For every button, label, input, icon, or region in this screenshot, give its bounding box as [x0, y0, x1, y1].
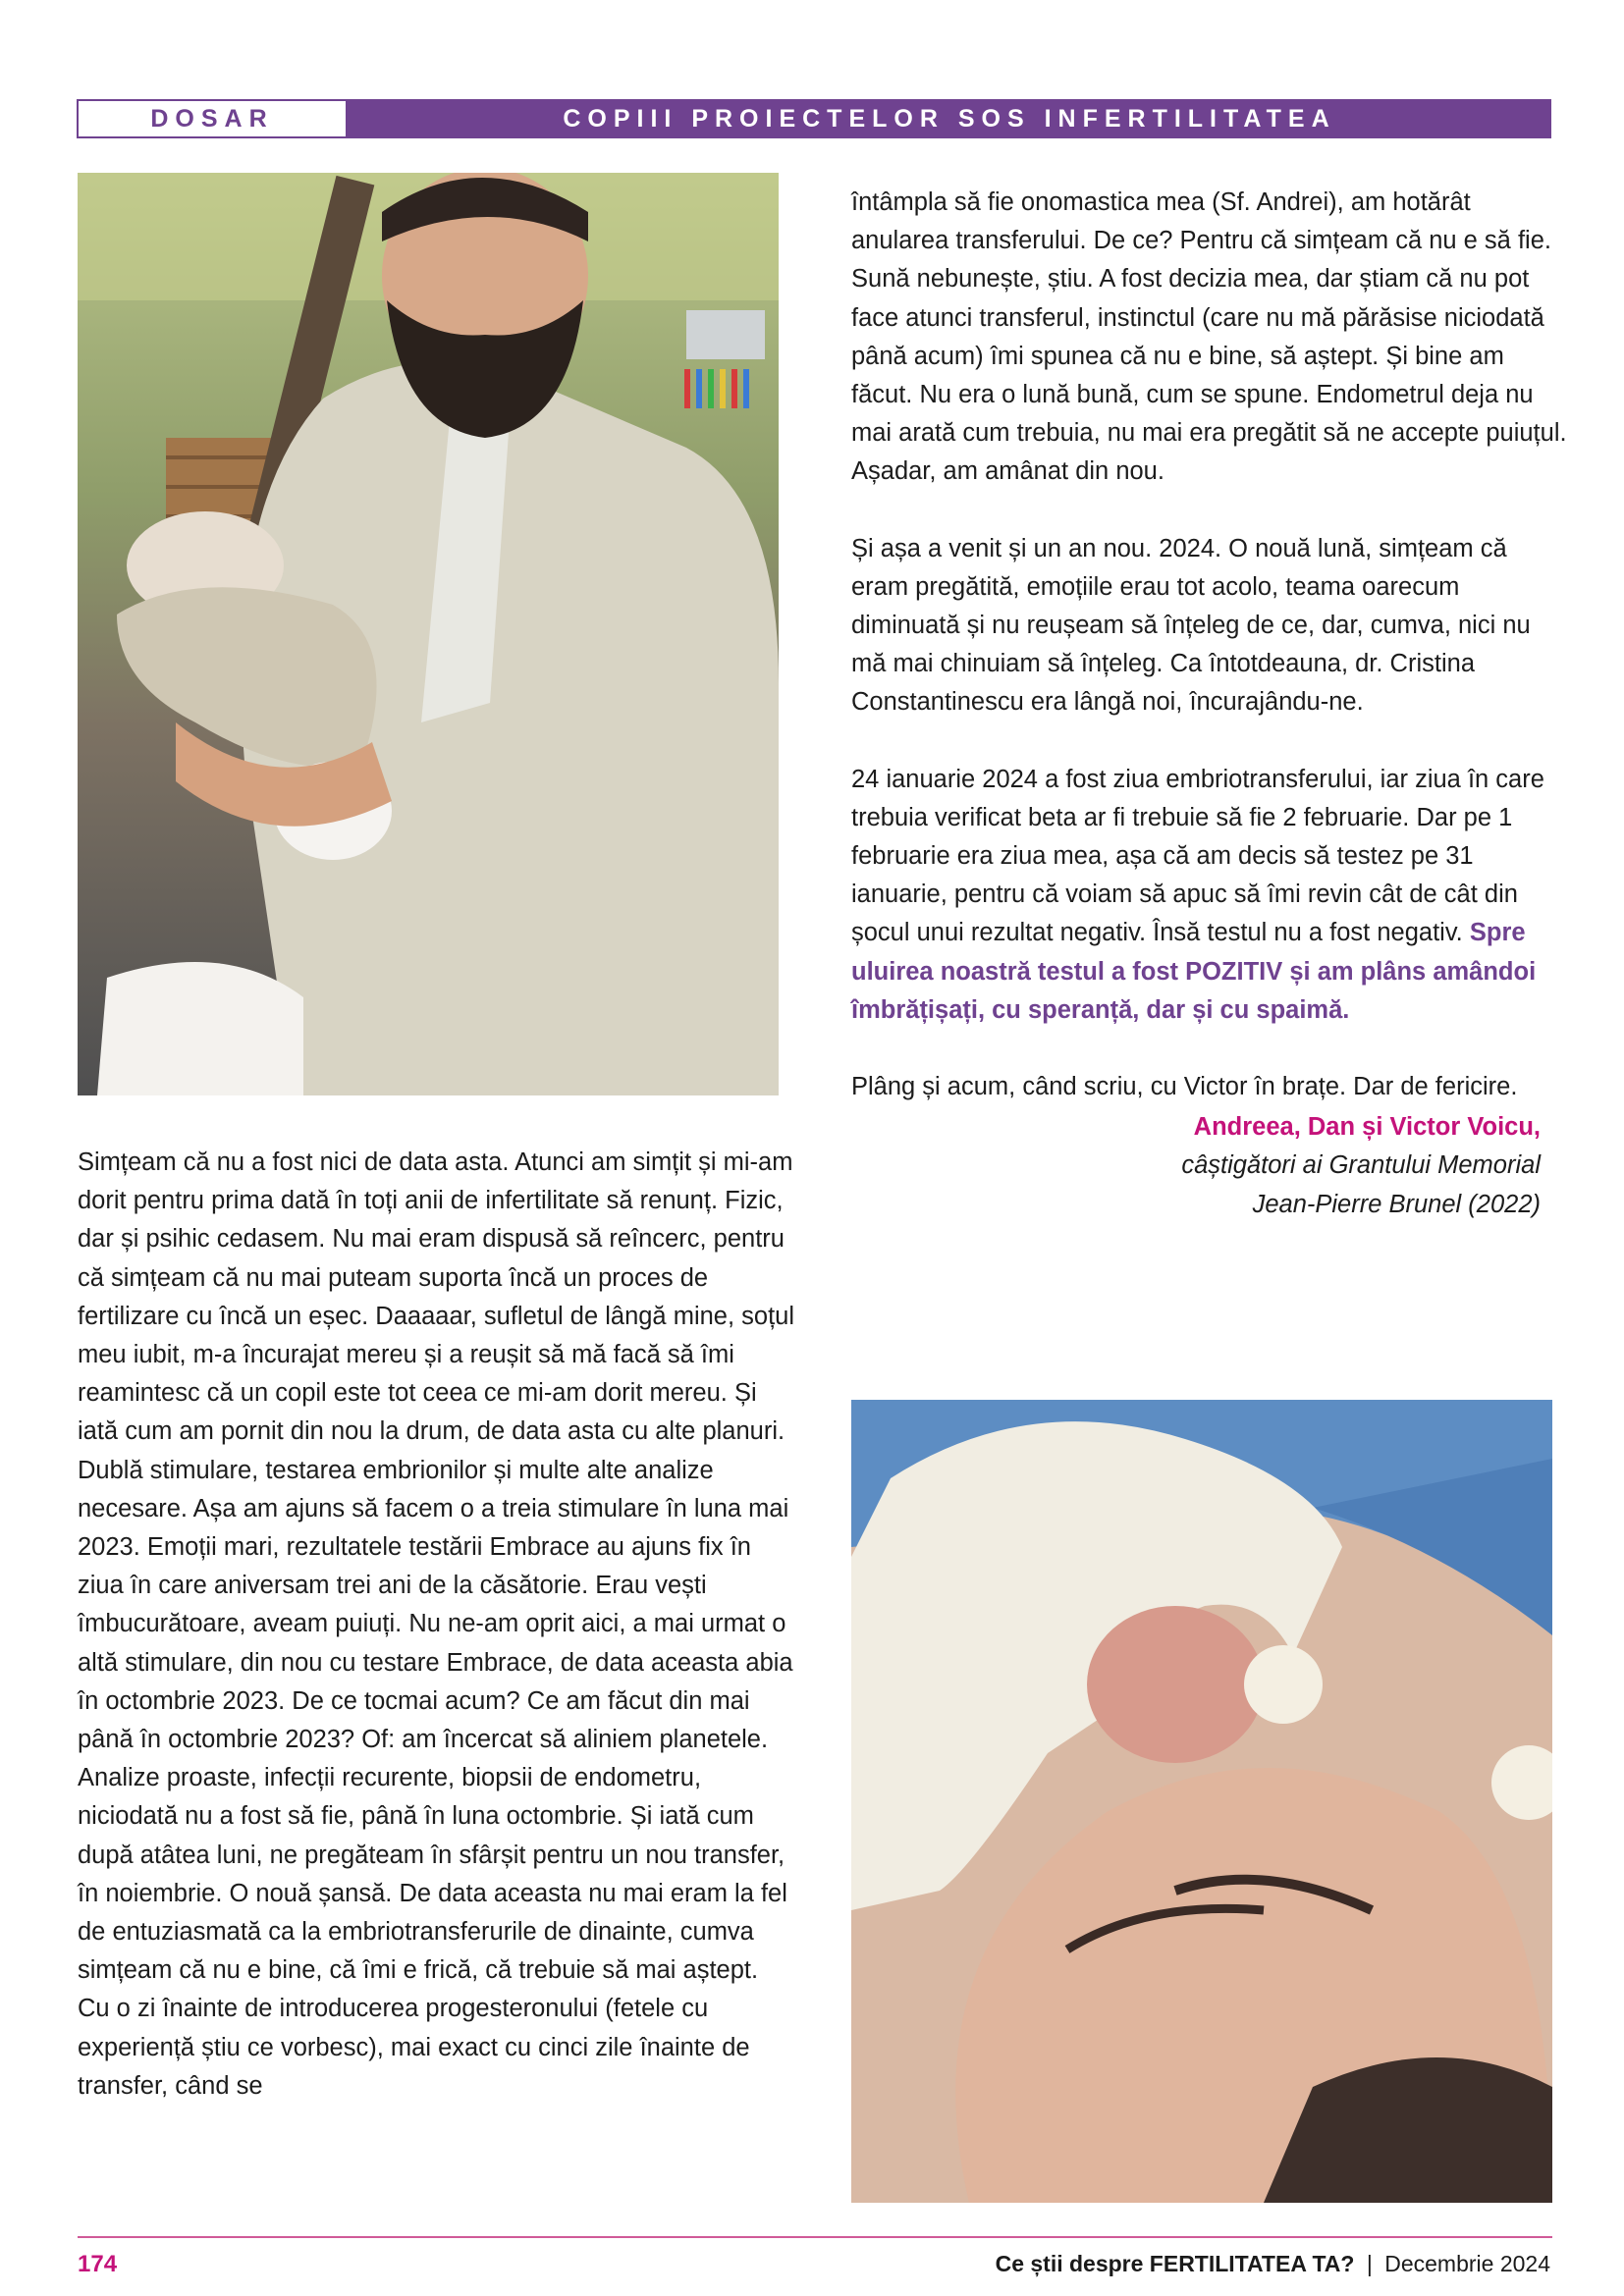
page-number: 174	[78, 2251, 118, 2277]
body-paragraph-3	[851, 761, 1568, 1030]
body-paragraph: Simțeam că nu a fost nici de data asta. Atunci am simțit și mi-am dorit pentru prima dată în toți anii de infertilitate să renunț. Fizic, dar și psihic cedasem. Nu mai eram dispusă să reîncerc, pentru că simțeam că nu mai puteam suporta încă un proces de fertilizare cu încă un eșec. Daaaaar, sufletul de lângă mine, soțul meu iubit, m-a încurajat mereu și a reușit să mă facă să îmi reamintesc că un copil este tot ceea ce mi-am dorit mereu. Și iată cum am pornit din nou la drum, de data asta cu alte planuri. Dublă stimulare, testarea embrionilor și multe alte analize necesare. Așa am ajuns să facem o a treia stimulare în luna mai 2023. Emoții mari, rezultatele testării Embrace au ajuns fix în ziua în care aniversam trei ani de la căsătorie. Erau vești îmbucurătoare, aveam puiuți. Nu ne-am oprit aici, a mai urmat o altă stimulare, din nou cu testare Embrace, de data aceasta abia în octombrie 2023. De ce tocmai acum? Ce am făcut din mai până în octombrie 2023? Of: am încercat să aliniem planetele. Analize proaste, infecții recurente, biopsii de endometru, niciodată nu a fost să fie, până în luna octombrie. Și iată cum după atâtea luni, ne pregăteam în sfârșit pentru un nou transfer, în noiembrie. O nouă șansă. De data aceasta nu mai eram la fel de entuziasmată ca la embriotransferurile de dinainte, cumva simțeam că nu e bine, că îmi e frică, că trebuie să mai aștept. Cu o zi înainte de introducerea progesteronului (fetele cu experiență știu ce vorbesc), mai exact cu cinci zile înainte de transfer, când se	[78, 1148, 794, 2100]
highlighted-quote: Spre uluirea noastră testul a fost POZITIV și am plâns amândoi îmbrățișați, cu speranță, dar și cu spaimă.	[851, 919, 1537, 1024]
signature-role-line-2: Jean-Pierre Brunel (2022)	[1252, 1190, 1541, 1218]
signature-name: Andreea, Dan și Victor Voicu,	[1193, 1113, 1541, 1142]
mother-kissing-newborn-photo	[851, 1400, 1552, 2203]
father-holding-newborn-photo	[78, 173, 779, 1095]
issue-date: Decembrie 2024	[1384, 2251, 1550, 2276]
body-paragraph-3-text: 24 ianuarie 2024 a fost ziua embriotransferului, iar ziua în care trebuia verificat beta ar fi trebuie să fie 2 februarie. Dar pe 1 februarie era ziua mea, așa că am decis să testez pe 31 ianuarie, pentru că voiam să apuc să îmi revin cât de cât din șocul unui rezultat negativ. Însă testul nu a fost negativ.	[851, 765, 1544, 947]
right-column-text	[851, 184, 1568, 1224]
footer-separator: |	[1366, 2251, 1373, 2276]
publication-title: Ce știi despre FERTILITATEA TA?	[995, 2251, 1355, 2276]
photo-illustration	[78, 173, 779, 1095]
body-paragraph-2: Și așa a venit și un an nou. 2024. O nouă lună, simțeam că eram pregătită, emoțiile erau tot acolo, teama oarecum diminuată și nu reușeam să înțeleg de ce, dar, cumva, nici nu mă mai chinuiam să înțeleg. Ca întotdeauna, dr. Cristina Constantinescu era lângă noi, încurajându-ne.	[851, 534, 1531, 717]
section-header	[77, 99, 1551, 138]
publication-footer	[996, 2251, 1550, 2277]
section-title: COPIII PROIECTELOR SOS INFERTILITATEA	[348, 99, 1551, 138]
body-paragraph-4: Plâng și acum, când scriu, cu Victor în brațe. Dar de fericire.	[851, 1073, 1518, 1101]
section-label: DOSAR	[77, 99, 348, 138]
left-column-text	[78, 1144, 794, 2106]
footer-rule	[78, 2236, 1552, 2238]
photo-illustration	[851, 1400, 1552, 2203]
signature-role-line-1: câștigători ai Grantului Memorial	[1181, 1151, 1541, 1180]
body-paragraph-1: întâmpla să fie onomastica mea (Sf. Andrei), am hotărât anularea transferului. De ce? Pentru că simțeam că nu e să fie. Sună nebunește, știu. A fost decizia mea, dar știam că nu pot face atunci transferul, instinctul (care nu mă părăsise niciodată până acum) îmi spunea că nu e bine, să aștept. Și bine am făcut. Nu era o lună bună, cum se spune. Endometrul deja nu mai arată cum trebuia, nu mai era pregătit să ne accepte puiuțul. Așadar, am amânat din nou.	[851, 188, 1567, 486]
signature-block	[851, 1108, 1568, 1224]
